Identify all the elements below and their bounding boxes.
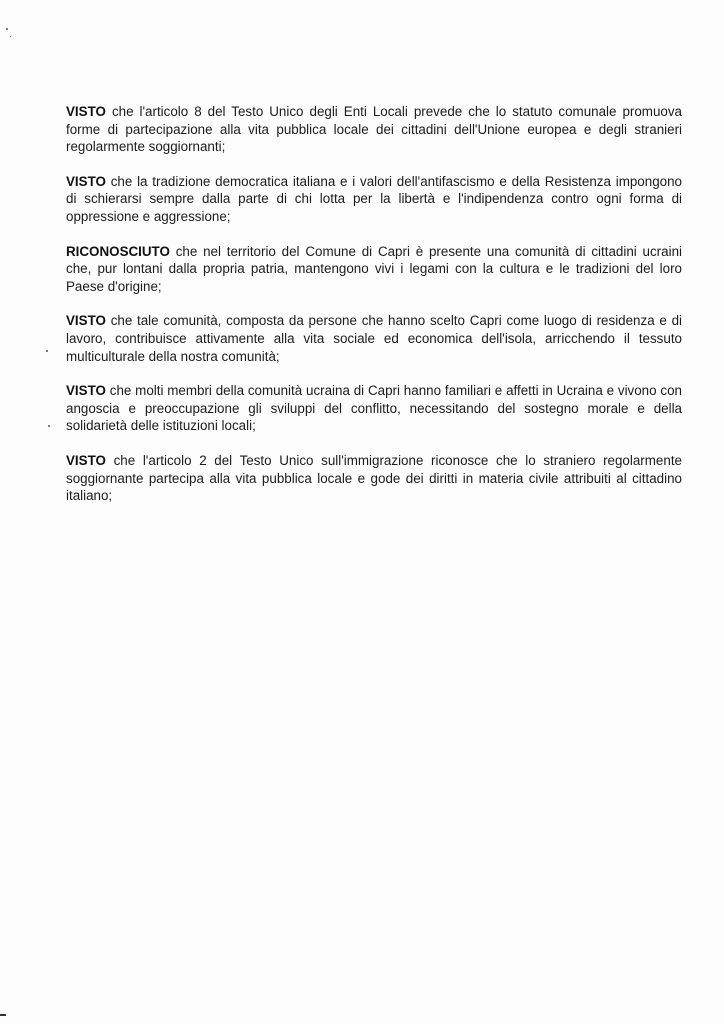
paragraph-keyword: VISTO [66,104,106,119]
paragraph-text: che molti membri della comunità ucraina di Capri hanno familiari e affetti in Ucraina e vivono con angoscia e preoccupazione gli sviluppi del conflitto, necessitando del sostegno morale e della solidarietà delle istituzioni locali; [66,383,682,434]
scan-speck [48,425,50,427]
paragraph-visto-5 [66,452,682,505]
scan-speck [10,36,11,37]
paragraph-visto-1 [66,103,682,156]
scan-edge-mark [0,1014,6,1016]
document-body [66,103,682,522]
paragraph-visto-2 [66,173,682,226]
paragraph-text: che l'articolo 8 del Testo Unico degli Enti Locali prevede che lo statuto comunale promuova forme di partecipazione alla vita pubblica locale dei cittadini dell'Unione europea e degli stranieri regolarmente soggiornanti; [66,104,682,155]
paragraph-keyword: VISTO [66,452,106,468]
paragraph-riconosciuto [66,243,682,296]
paragraph-keyword: RICONOSCIUTO [66,243,170,259]
paragraph-text: che la tradizione democratica italiana e i valori dell'antifascismo e della Resistenza impongono di schierarsi sempre dalla parte di chi lotta per la libertà e l'indipendenza contro ogni forma di oppressione e aggressione; [66,173,682,224]
paragraph-keyword: VISTO [66,173,106,189]
paragraph-text: che l'articolo 2 del Testo Unico sull'immigrazione riconosce che lo straniero regolarmente soggiornante partecipa alla vita pubblica locale e gode dei diritti in materia civile attribuiti al cittadino italiano; [66,452,682,504]
paragraph-visto-3 [66,312,682,365]
paragraph-text: che nel territorio del Comune di Capri è presente una comunità di cittadini ucraini che, pur lontani dalla propria patria, mantengono vivi i legami con la cultura e le tradizioni del loro Paese d'origine; [66,243,682,294]
scan-speck [6,28,8,30]
paragraph-text: che tale comunità, composta da persone che hanno scelto Capri come luogo di residenza e di lavoro, contribuisce attivamente alla vita sociale ed economica dell'isola, arricchendo il tessuto multiculturale della nostra comunità; [66,313,682,364]
scan-speck [46,350,48,352]
paragraph-keyword: VISTO [66,313,106,329]
paragraph-keyword: VISTO [66,383,106,399]
paragraph-visto-4 [66,382,682,435]
